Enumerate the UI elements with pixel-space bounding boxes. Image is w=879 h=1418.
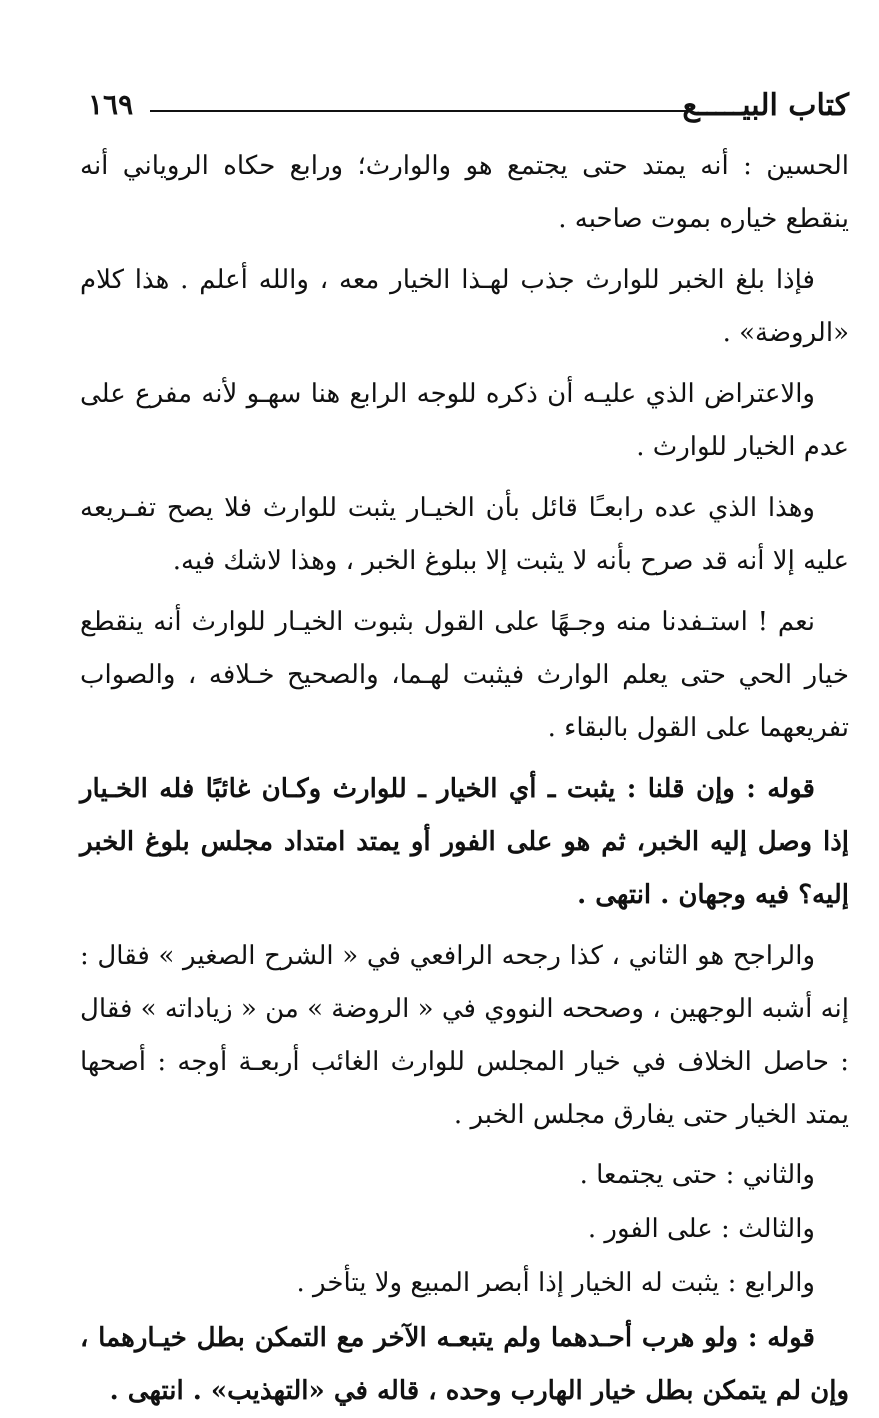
- quoted-statement: قوله : وإن قلنا : يثبت ـ أي الخيار ـ للوارث وكـان غائبًا فله الخـيار إذا وصل إليه الخبر، ثم هو على الفور أو يمتد امتداد مجلس بلوغ الخبر إليه؟ فيه وجهان . انتهى .: [80, 774, 849, 910]
- paragraph: وهذا الذي عده رابعـًا قائل بأن الخيـار يثبت للوارث فلا يصح تفـريعه عليه إلا أنه قد صرح بأنه لا يثبت إلا ببلوغ الخبر ، وهذا لاشك فيه.: [80, 493, 849, 576]
- paragraph: الحسين : أنه يمتد حتى يجتمع هو والوارث؛ ورابع حكاه الروياني أنه ينقطع خياره بموت صاحبه .: [80, 151, 849, 234]
- running-title: كتاب البيـــــع: [682, 88, 849, 123]
- page-number: ١٦٩: [88, 88, 134, 121]
- paragraph: والاعتراض الذي عليـه أن ذكره للوجه الرابع هنا سهـو لأنه مفرع على عدم الخيار للوارث .: [80, 379, 849, 462]
- quoted-statement: قوله : ولو هرب أحـدهما ولم يتبعـه الآخر مع التمكن بطل خيـارهما ، وإن لم يتمكن بطل خيار الهارب وحده ، قاله في «التهذيب» . انتهى .: [80, 1323, 849, 1406]
- paragraph: فإذا بلغ الخبر للوارث جذب لهـذا الخيار معه ، والله أعلم . هذا كلام «الروضة» .: [80, 265, 849, 348]
- list-item: والثالث : على الفور .: [587, 1214, 815, 1244]
- paragraph: والراجح هو الثاني ، كذا رجحه الرافعي في « الشرح الصغير » فقال : إنه أشبه الوجهين ، وصححه النووي في « الروضة » من « زياداته » فقال : حاصل الخلاف في خيار المجلس للوارث الغائب أربعـة أوجه : أصحها يمتد الخيار حتى يفارق مجلس الخبر .: [80, 941, 850, 1130]
- list-item: والرابع : يثبت له الخيار إذا أبصر المبيع ولا يتأخر .: [296, 1268, 815, 1298]
- page-header: [80, 88, 849, 134]
- header-rule: [150, 110, 689, 112]
- list-item: والثاني : حتى يجتمعا .: [579, 1160, 815, 1190]
- paragraph: نعم ! استـفدنا منه وجـهًا على القول بثبوت الخيـار للوارث أنه ينقطع خيار الحي حتى يعلم الوارث فيثبت لهـما، والصحيح خـلافه ، والصواب تفريعهما على القول بالبقاء .: [80, 607, 849, 743]
